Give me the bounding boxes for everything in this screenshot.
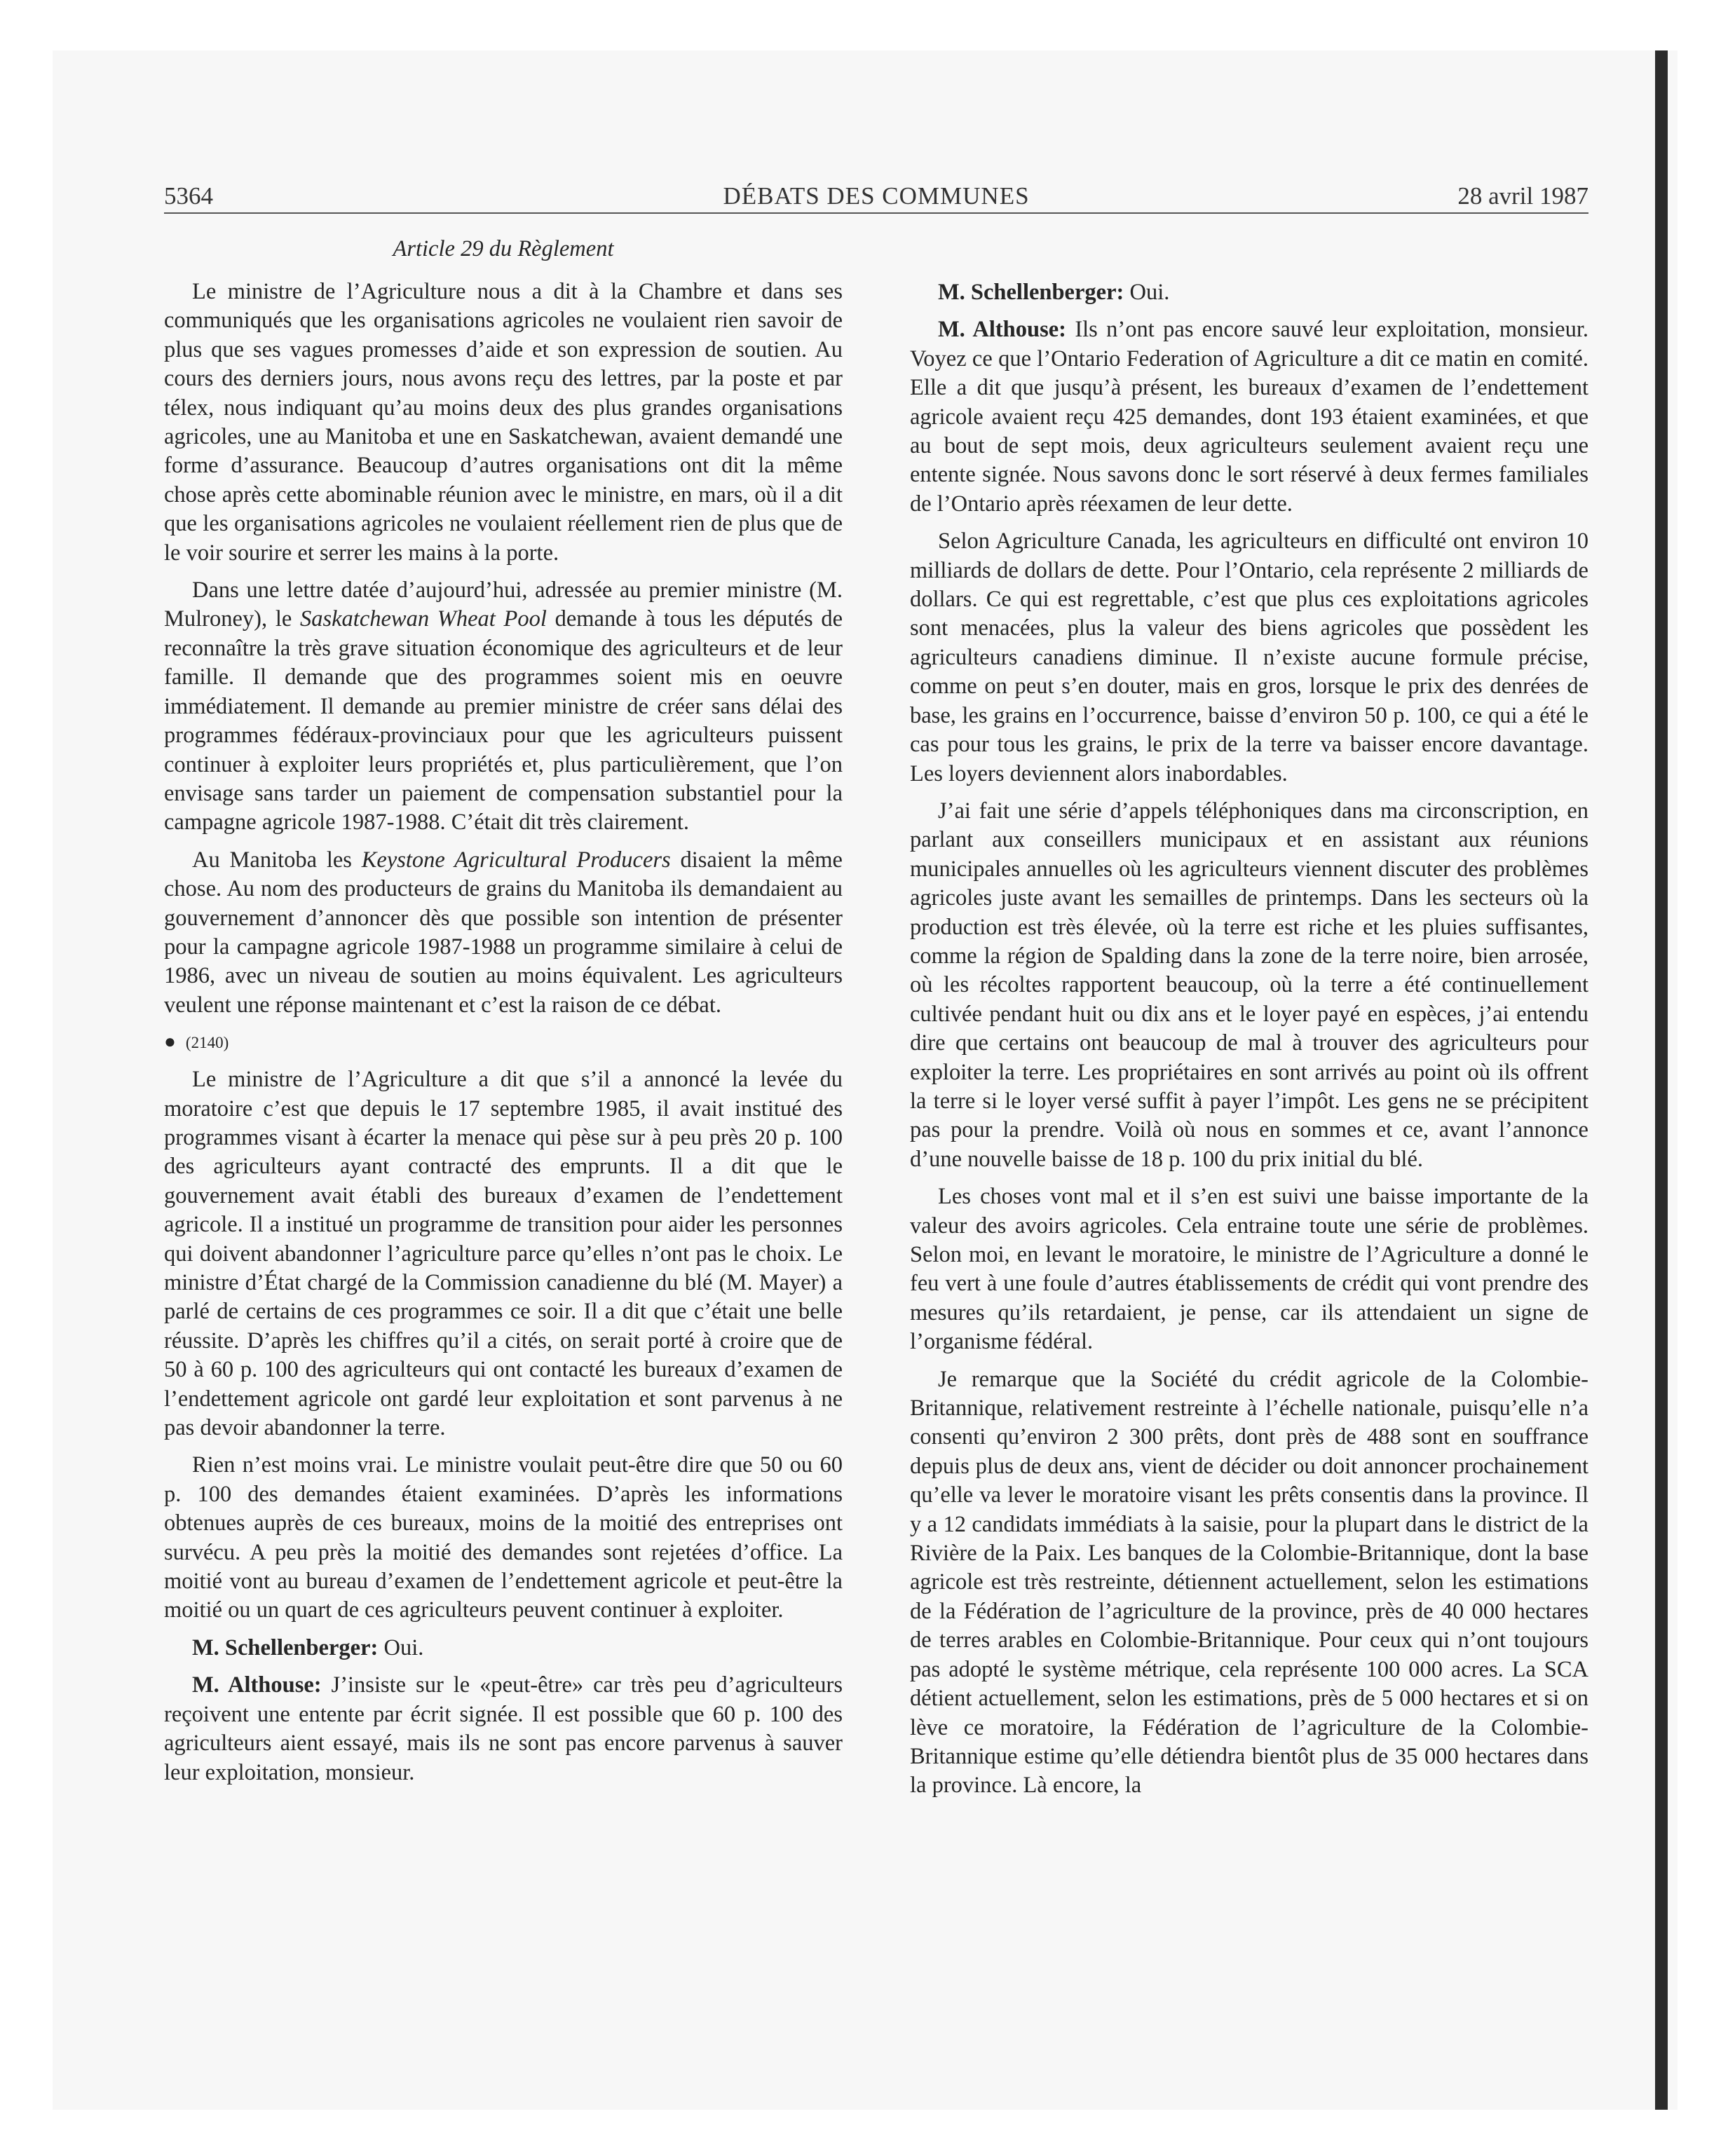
speaker-name: M. Schellenberger: [938, 280, 1124, 305]
scan-edge-shadow [1655, 50, 1668, 2110]
time-marker: ● (2140) [164, 1031, 229, 1053]
section-title: Article 29 du Règlement [393, 236, 614, 261]
paragraph: Les choses vont mal et il s’en est suivi une baisse importante de la valeur des avoirs agricoles. Cela entraine toute une série de problèmes. Selon moi, en levant le moratoire, le ministre de l’Agriculture a donné le feu vert à une foule d’autres établissements de crédit qui vont prendre des mesures qu’ils retardaient, je pense, car ils attendaient un signe de l’organisme fédéral. [910, 1184, 1588, 1355]
publication-title: DÉBATS DES COMMUNES [723, 182, 1030, 210]
paragraph: Dans une lettre datée d’aujourd’hui, adressée au premier ministre (M. Mulroney), le Saskatchewan Wheat Pool demande à tous les députés de reconnaître la très grave situation économique des agriculteurs et de leur famille. Il demande que des programmes soient mis en oeuvre immédiatement. Il demande au premier ministre de créer sans délai des programmes fédéraux-provinciaux pour que les agriculteurs puissent continuer à exploiter leurs propriétés et, plus particulièrement, que l’on envisage sans tarder un paiement de compensation substantiel pour la campagne agricole 1987-1988. C’était dit très clairement. [164, 578, 843, 835]
speech: M. Althouse: J’insiste sur le «peut-être» car très peu d’agriculteurs reçoivent une entente par écrit signée. Il est possible que 60 p. 100 des agriculteurs aient essayé, mais ils ne sont pas encore parvenus à sauver leur exploitation, monsieur. [164, 1672, 843, 1785]
left-column [164, 228, 843, 1787]
speech: M. Althouse: Ils n’ont pas encore sauvé leur exploitation, monsieur. Voyez ce que l’Ontario Federation of Agriculture a dit ce matin en comité. Elle a dit que jusqu’à présent, les bureaux d’examen de l’endettement agricole avaient reçu 425 demandes, dont 193 étaient examinées, et que au bout de sept mois, deux agriculteurs seulement avaient reçu une entente signée. Nous savons donc le sort réservé à deux fermes familiales de l’Ontario après réexamen de leur dette. [910, 317, 1588, 517]
paragraph: Selon Agriculture Canada, les agriculteurs en difficulté ont environ 10 milliards de dollars de dette. Pour l’Ontario, cela représente 2 milliards de dollars. Ce qui est regrettable, c’est que plus ces exploitations agricoles sont menacées, plus la valeur des biens agricoles que possèdent les agriculteurs canadiens diminue. Il n’existe aucune formule précise, comme on peut s’en douter, mais en gros, lorsque le prix des denrées de base, les grains en l’occurrence, baisse d’environ 50 p. 100, ce qui a été le cas pour tous les grains, le prix de la terre va baisser encore davantage. Les loyers deviennent alors inabordables. [910, 528, 1588, 786]
bullet-icon: ● [164, 1031, 176, 1053]
paragraph: Le ministre de l’Agriculture nous a dit à la Chambre et dans ses communiqués que les organisations agricoles ne voulaient rien savoir de plus que ses vagues promesses d’aide et son expression de soutien. Au cours des derniers jours, nous avons reçu des lettres, par la poste et par télex, nous indiquant qu’au moins deux des plus grandes organisations agricoles, une au Manitoba et une en Saskatchewan, avaient demandé une forme d’assurance. Beaucoup d’autres organisations ont dit la même chose après cette abominable réunion avec le ministre, en mars, où il a dit que les organisations agricoles ne voulaient réellement rien de plus que de le voir sourire et serrer les mains à la porte. [164, 279, 843, 566]
speech: M. Schellenberger: Oui. [938, 280, 1170, 305]
page-number: 5364 [164, 182, 213, 210]
paragraph: Je remarque que la Société du crédit agricole de la Colombie-Britannique, relativement restreinte à l’échelle nationale, puisqu’elle n’a consenti qu’environ 2 300 prêts, dont près de 488 sont en souffrance depuis plus de deux ans, vient de décider ou doit annoncer prochainement qu’elle va lever le moratoire visant les prêts consentis dans la province. Il y a 12 candidats immédiats à la saisie, pour la plupart dans le district de la Rivière de la Paix. Les banques de la Colombie-Britannique, dont la base agricole est très restreinte, détiennent actuellement, selon les estimations de la Fédération de l’agriculture de la province, près de 40 000 hectares de terres arables en Colombie-Britannique. Pour ceux qui n’ont toujours pas adopté le système métrique, cela représente 100 000 acres. La SCA détient actuellement, selon les estimations, près de 5 000 hectares et si on lève ce moratoire, la Fédération de l’agriculture de la Colombie-Britannique estime qu’elle détiendra bientôt plus de 35 000 hectares dans la province. Là encore, la [910, 1366, 1588, 1799]
speaker-name: M. Schellenberger: [192, 1635, 379, 1660]
paragraph: Rien n’est moins vrai. Le ministre voulait peut-être dire que 50 ou 60 p. 100 des demandes étaient examinées. D’après les informations obtenues auprès de ces bureaux, moins de la moitié des entreprises ont survécu. A peu près la moitié des demandes sont rejetées d’office. La moitié vont au bureau d’examen de l’endettement agricole et peut-être la moitié ou un quart de ces agriculteurs peuvent continuer à exploiter. [164, 1452, 843, 1623]
speaker-name: M. Althouse: [192, 1672, 322, 1698]
organization-name: Keystone Agricultural Producers [361, 847, 671, 873]
paragraph: Au Manitoba les Keystone Agricultural Producers disaient la même chose. Au nom des producteurs de grains du Manitoba ils demandaient au gouvernement d’annoncer dès que possible son intention de présenter pour la campagne agricole 1987-1988 un programme similaire à celui de 1986, avec un niveau de soutien au moins équivalent. Les agriculteurs veulent une réponse maintenant et c’est la raison de ce débat. [164, 847, 843, 1018]
speech: M. Schellenberger: Oui. [192, 1635, 424, 1660]
page-header [164, 178, 1588, 214]
organization-name: Saskatchewan Wheat Pool [299, 606, 547, 632]
paragraph: J’ai fait une série d’appels téléphoniques dans ma circonscription, en parlant aux conseillers municipaux et en assistant aux réunions municipales annuelles où les agriculteurs viennent discuter des problèmes agricoles juste avant les semailles de printemps. Dans les secteurs où la production est très élevée, où la terre est riche et les pluies suffisantes, comme la région de Spalding dans la zone de la terre noire, bien arrosée, où les récoltes rapportent beaucoup, où la terre a été continuellement cultivée pendant huit ou dix ans et le loyer payé en espèces, j’ai entendu dire que certains ont beaucoup de mal à trouver des agriculteurs pour exploiter la terre. Les propriétaires en sont arrivés au point où ils offrent la terre si le loyer versé suffit à payer l’impôt. Les gens ne se précipitent pas pour la prendre. Voilà où nous en sommes et ce, avant l’annonce d’une nouvelle baisse de 18 p. 100 du prix initial du blé. [910, 798, 1588, 1172]
speaker-name: M. Althouse: [938, 317, 1066, 343]
right-column [910, 278, 1588, 1801]
paragraph: Le ministre de l’Agriculture a dit que s’il a annoncé la levée du moratoire c’est que depuis le 17 septembre 1985, il avait institué des programmes visant à écarter la menace qui pèse sur à peu près 20 p. 100 des agriculteurs ayant contracté des emprunts. Il a dit que le gouvernement avait établi des bureaux d’examen de l’endettement agricole. Il a institué un programme de transition pour aider les personnes qui doivent abandonner l’agriculture parce qu’elles n’ont pas le choix. Le ministre d’État chargé de la Commission canadienne du blé (M. Mayer) a parlé de certains de ces programmes ce soir. Il a dit que c’était une belle réussite. D’après les chiffres qu’il a cités, on serait porté à croire que de 50 à 60 p. 100 des agriculteurs qui ont contacté les bureaux d’examen de l’endettement agricole ont gardé leur exploitation et sont parvenus à ne pas devoir abandonner la terre. [164, 1067, 843, 1441]
header-rule [164, 212, 1588, 214]
publication-date: 28 avril 1987 [1457, 182, 1588, 210]
